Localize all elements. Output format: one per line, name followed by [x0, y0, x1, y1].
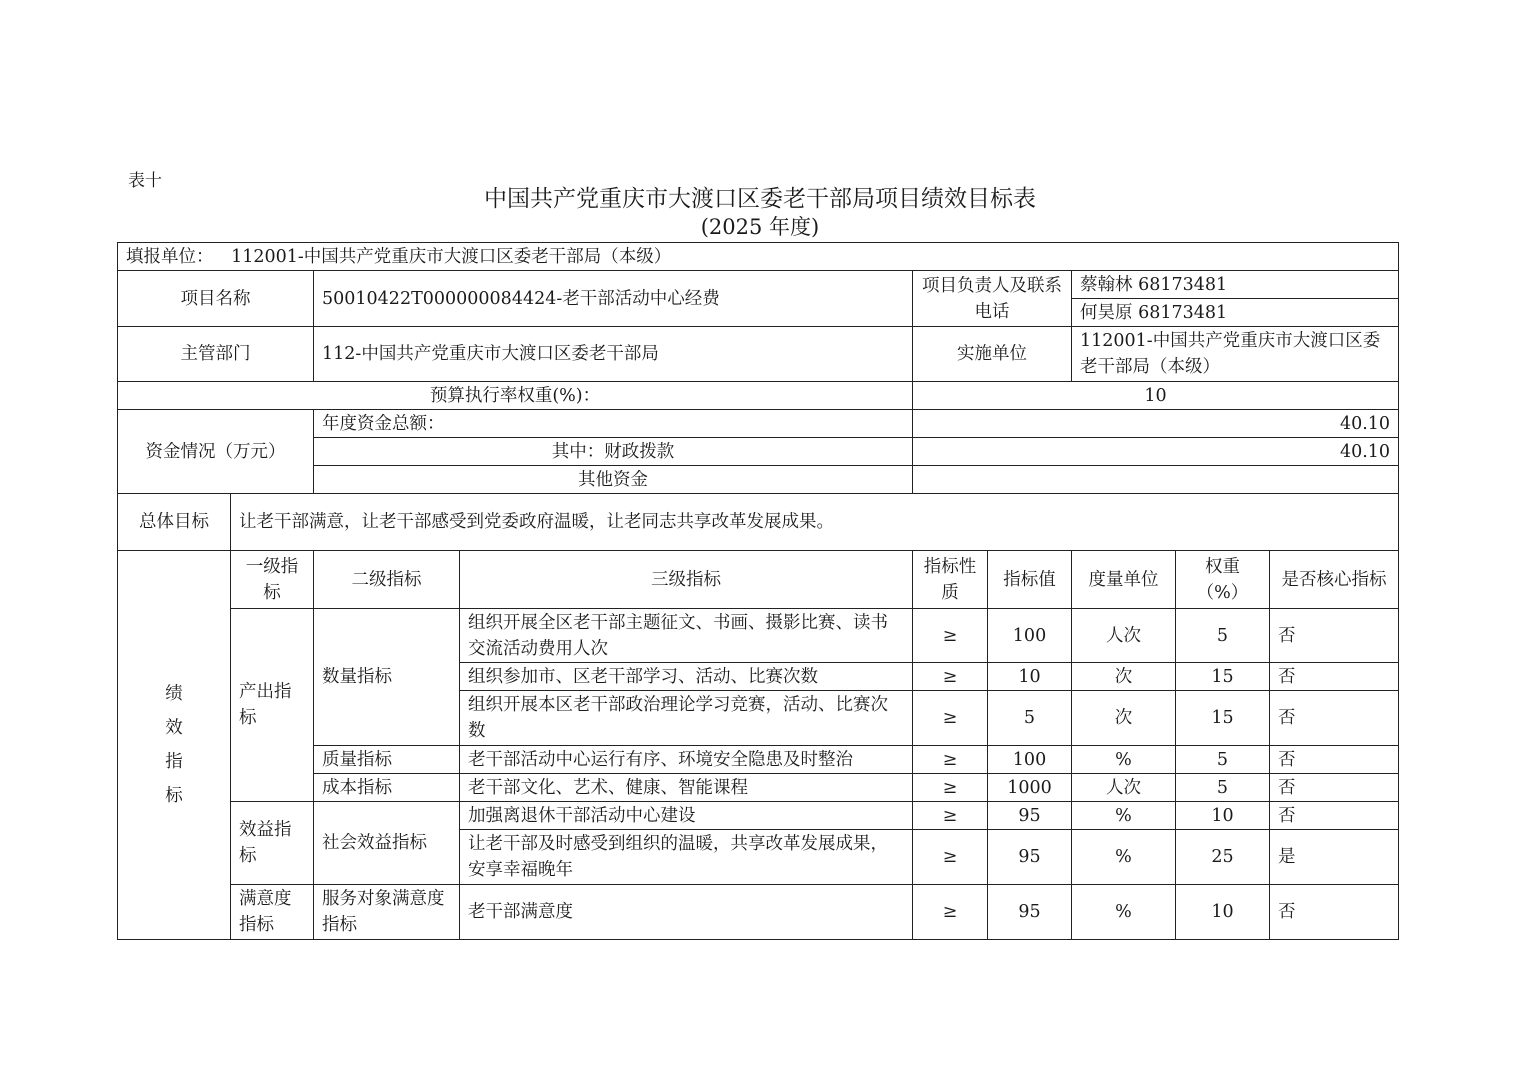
subgroup-quantity: 数量指标	[314, 609, 460, 746]
indicator-core: 否	[1270, 746, 1399, 774]
indicator-nature: ≥	[913, 802, 988, 830]
contact-label: 项目负责人及联系电话	[913, 271, 1072, 327]
indicator-unit: 次	[1072, 691, 1176, 746]
indicator-value: 5	[988, 691, 1072, 746]
header-level1: 一级指标	[231, 551, 314, 609]
funds-label: 资金情况（万元）	[118, 410, 314, 494]
indicator-name: 老干部满意度	[460, 885, 913, 940]
indicator-section-text: 绩效指标	[165, 684, 183, 806]
header-level2: 二级指标	[314, 551, 460, 609]
header-weight: 权重（%）	[1176, 551, 1270, 609]
header-nature: 指标性质	[913, 551, 988, 609]
indicator-weight: 15	[1176, 691, 1270, 746]
indicator-core: 是	[1270, 830, 1399, 885]
header-unit: 度量单位	[1072, 551, 1176, 609]
goal-value: 让老干部满意，让老干部感受到党委政府温暖，让老同志共享改革发展成果。	[231, 494, 1399, 551]
indicator-name: 组织开展全区老干部主题征文、书画、摄影比赛、读书交流活动费用人次	[460, 609, 913, 663]
filler-value: 112001-中国共产党重庆市大渡口区委老干部局（本级）	[231, 246, 672, 267]
indicator-weight: 15	[1176, 663, 1270, 691]
indicator-row	[118, 885, 1399, 940]
indicator-nature: ≥	[913, 691, 988, 746]
indicator-name: 加强离退休干部活动中心建设	[460, 802, 913, 830]
indicator-unit: %	[1072, 885, 1176, 940]
indicator-nature: ≥	[913, 663, 988, 691]
subgroup-cost: 成本指标	[314, 774, 460, 802]
indicator-unit: 人次	[1072, 774, 1176, 802]
indicator-unit: %	[1072, 746, 1176, 774]
group-satisfaction: 满意度指标	[231, 885, 314, 940]
header-value: 指标值	[988, 551, 1072, 609]
indicator-nature: ≥	[913, 885, 988, 940]
subgroup-service: 服务对象满意度指标	[314, 885, 460, 940]
indicator-header-row	[118, 551, 1399, 609]
document-title: 中国共产党重庆市大渡口区委老干部局项目绩效目标表	[484, 186, 1036, 212]
funds-fiscal-value: 40.10	[913, 438, 1399, 466]
funds-total-value: 40.10	[913, 410, 1399, 438]
goal-label: 总体目标	[118, 494, 231, 551]
indicator-weight: 10	[1176, 802, 1270, 830]
indicator-weight: 5	[1176, 609, 1270, 663]
filler-cell	[118, 243, 1399, 271]
indicator-core: 否	[1270, 802, 1399, 830]
indicator-weight: 25	[1176, 830, 1270, 885]
funds-total-row	[118, 410, 1399, 438]
indicator-unit: %	[1072, 802, 1176, 830]
indicator-row	[118, 609, 1399, 663]
indicator-value: 95	[988, 830, 1072, 885]
indicator-name: 老干部文化、艺术、健康、智能课程	[460, 774, 913, 802]
contact-2: 何昊原 68173481	[1072, 299, 1399, 327]
indicator-core: 否	[1270, 691, 1399, 746]
project-name-value: 50010422T000000084424-老干部活动中心经费	[314, 271, 913, 327]
indicator-core: 否	[1270, 885, 1399, 940]
header-level3: 三级指标	[460, 551, 913, 609]
indicator-weight: 5	[1176, 774, 1270, 802]
indicator-nature: ≥	[913, 830, 988, 885]
funds-total-label: 年度资金总额：	[314, 410, 913, 438]
project-name-row	[118, 271, 1399, 299]
indicator-unit: 人次	[1072, 609, 1176, 663]
group-output: 产出指标	[231, 609, 314, 802]
funds-other-label: 其他资金	[314, 466, 913, 494]
budget-weight-row	[118, 382, 1399, 410]
performance-target-table	[117, 242, 1399, 940]
indicator-value: 100	[988, 609, 1072, 663]
indicator-row	[118, 802, 1399, 830]
indicator-value: 10	[988, 663, 1072, 691]
group-benefit: 效益指标	[231, 802, 314, 885]
indicator-name: 让老干部及时感受到组织的温暖，共享改革发展成果，安享幸福晚年	[460, 830, 913, 885]
document-subtitle: (2025 年度)	[700, 215, 820, 239]
indicator-unit: %	[1072, 830, 1176, 885]
dept-row	[118, 327, 1399, 382]
impl-value: 112001-中国共产党重庆市大渡口区委老干部局（本级）	[1072, 327, 1399, 382]
indicator-core: 否	[1270, 774, 1399, 802]
indicator-value: 1000	[988, 774, 1072, 802]
dept-value: 112-中国共产党重庆市大渡口区委老干部局	[314, 327, 913, 382]
indicator-core: 否	[1270, 663, 1399, 691]
indicator-weight: 5	[1176, 746, 1270, 774]
dept-label: 主管部门	[118, 327, 314, 382]
indicator-name: 老干部活动中心运行有序、环境安全隐患及时整治	[460, 746, 913, 774]
budget-weight-label: 预算执行率权重(%)：	[118, 382, 913, 410]
indicator-section-label	[118, 551, 231, 940]
indicator-name: 组织参加市、区老干部学习、活动、比赛次数	[460, 663, 913, 691]
contact-1: 蔡翰林 68173481	[1072, 271, 1399, 299]
subgroup-quality: 质量指标	[314, 746, 460, 774]
filler-label: 填报单位：	[126, 246, 214, 267]
budget-weight-value: 10	[913, 382, 1399, 410]
indicator-value: 95	[988, 885, 1072, 940]
indicator-nature: ≥	[913, 609, 988, 663]
funds-fiscal-label: 其中：财政拨款	[314, 438, 913, 466]
indicator-nature: ≥	[913, 746, 988, 774]
funds-other-value	[913, 466, 1399, 494]
indicator-name: 组织开展本区老干部政治理论学习竞赛，活动、比赛次数	[460, 691, 913, 746]
filler-row	[118, 243, 1399, 271]
indicator-value: 100	[988, 746, 1072, 774]
indicator-value: 95	[988, 802, 1072, 830]
indicator-core: 否	[1270, 609, 1399, 663]
project-name-label: 项目名称	[118, 271, 314, 327]
subgroup-social: 社会效益指标	[314, 802, 460, 885]
table-label: 表十	[128, 171, 162, 191]
header-core: 是否核心指标	[1270, 551, 1399, 609]
indicator-weight: 10	[1176, 885, 1270, 940]
goal-row	[118, 494, 1399, 551]
indicator-unit: 次	[1072, 663, 1176, 691]
indicator-nature: ≥	[913, 774, 988, 802]
impl-label: 实施单位	[913, 327, 1072, 382]
